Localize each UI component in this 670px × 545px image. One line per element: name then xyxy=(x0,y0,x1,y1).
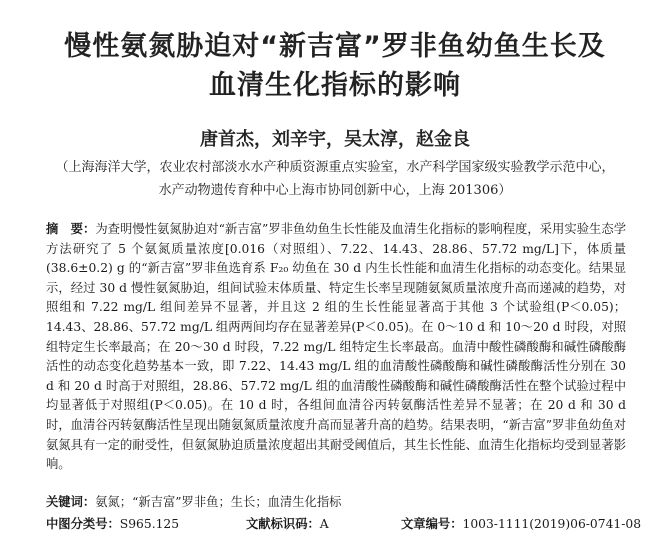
article-no-label: 文章编号： xyxy=(401,517,463,531)
keywords-label: 关键词： xyxy=(46,495,96,509)
author-list: 唐首杰，刘辛宇，吴太淳，赵金良 xyxy=(200,129,470,150)
document-code xyxy=(246,514,329,532)
article-meta xyxy=(46,514,642,534)
clc-number xyxy=(46,514,179,532)
abstract-text: 为查明慢性氨氮胁迫对“新吉富”罗非鱼幼鱼生长性能及血清生化指标的影响程度，采用实验生态学方法研究了 5 个氨氮质量浓度[0.016（对照组）、7.22、14.43、28.86、57.72 mg/L]下，体质量(38.6±0.2) g 的“新吉富”罗非鱼选育系 F₂₀ 幼鱼在 30 d 内生长性能和血清生化指标的动态变化。结果显示，经过 30 d 慢性氨氮胁迫，组间试验末体质量、特定生长率呈现随氨氮质量浓度升高而递减的趋势，对照组和 7.22 mg/L 组间差异不显著，并且这 2 组的生长性能显著高于其他 3 个试验组(P＜0.05)；14.43、28.86、57.72 mg/L 组两两间均存在显著差异(P＜0.05)。在 0～10 d 和 10～20 d 时段，对照组特定生长率最高；在 20～30 d 时段，7.22 mg/L 组特定生长率最高。血清中酸性磷酸酶和碱性磷酸酶活性的动态变化趋势基本一致，即 7.22、14.43 mg/L 组的血清酸性磷酸酶和碱性磷酸酶活性分别在 30 d 和 20 d 时高于对照组，28.86、57.72 mg/L 组的血清酸性磷酸酶和碱性磷酸酶活性在整个试验过程中均显著低于对照组(P＜0.05)。在 10 d 时，各组间血清谷丙转氨酶活性差异不显著；在 20 d 和 30 d 时，血清谷丙转氨酶活性呈现出随氨氮质量浓度升高而显著升高的趋势。结果表明，“新吉富”罗非鱼幼鱼对氨氮具有一定的耐受性，但氨氮胁迫质量浓度超出其耐受阈值后，其生长性能、血清生化指标均受到显著影响。 xyxy=(46,222,626,472)
affiliation-line2: 水产动物遗传育种中心上海市协同创新中心，上海 201306） xyxy=(158,183,512,198)
clc-value: S965.125 xyxy=(119,517,180,531)
article-no-value: 1003-1111(2019)06-0741-08 xyxy=(462,517,642,531)
affiliation-line1: （上海海洋大学，农业农村部淡水水产种质资源重点实验室，水产科学国家级实验教学示范中心， xyxy=(55,160,615,175)
keywords xyxy=(46,492,626,510)
abstract-label: 摘 要： xyxy=(46,222,96,236)
article-number xyxy=(401,514,641,532)
paper-title-line1: 慢性氨氮胁迫对“新吉富”罗非鱼幼鱼生长及 xyxy=(64,31,606,62)
keywords-text: 氨氮；“新吉富”罗非鱼；生长；血清生化指标 xyxy=(95,495,342,509)
abstract xyxy=(46,220,626,475)
clc-label: 中图分类号： xyxy=(46,517,120,531)
paper-title-line2: 血清生化指标的影响 xyxy=(209,70,461,101)
doc-code-label: 文献标识码： xyxy=(246,517,320,531)
doc-code-value: A xyxy=(319,517,329,531)
